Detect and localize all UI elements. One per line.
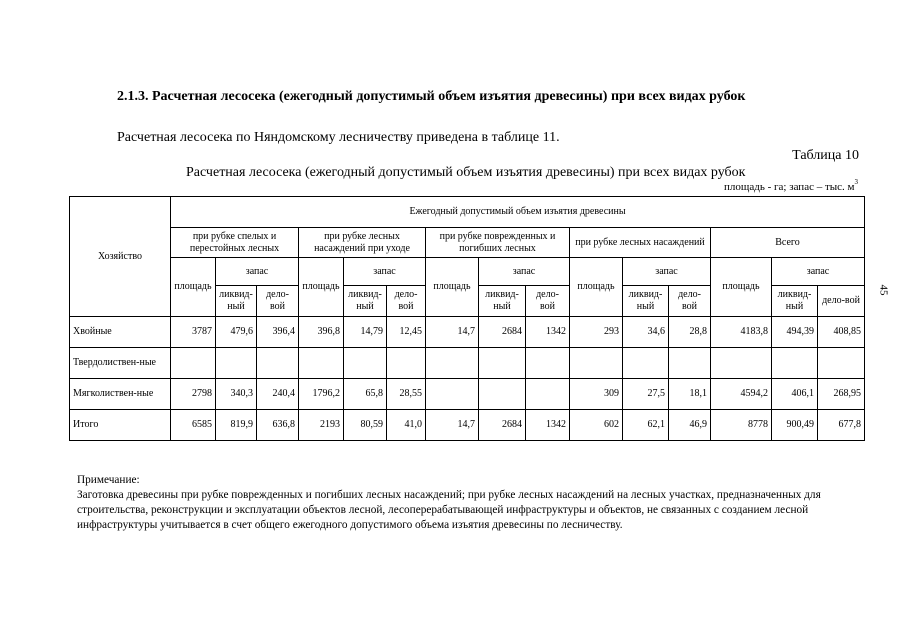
header-group-total: Всего <box>711 228 865 258</box>
header-stock: запас <box>344 258 426 286</box>
header-row-3 <box>70 258 865 286</box>
header-liquid: ликвид-ный <box>479 286 526 317</box>
note-title: Примечание: <box>77 474 140 486</box>
table-cell: 819,9 <box>216 410 257 441</box>
table-cell <box>479 379 526 410</box>
header-business: дело-вой <box>526 286 570 317</box>
table-cell <box>387 348 426 379</box>
header-liquid: ликвид-ный <box>344 286 387 317</box>
table-cell: 602 <box>570 410 623 441</box>
table-cell: 240,4 <box>257 379 299 410</box>
table-cell: 2798 <box>171 379 216 410</box>
table-cell: 46,9 <box>669 410 711 441</box>
table-cell <box>669 348 711 379</box>
header-stock: запас <box>772 258 865 286</box>
header-business: дело-вой <box>669 286 711 317</box>
table-cell: 62,1 <box>623 410 669 441</box>
page-number: 45 <box>877 284 890 296</box>
table-cell: 636,8 <box>257 410 299 441</box>
note-text: Заготовка древесины при рубке поврежденных и погибших лесных насаждений; при рубке лесных насаждений на лесных участках, предназначенных для строительства, реконструкции и эксплуатации объектов лесной, лесоперерабатывающей инфраструктуры и объектов, не связанных с созданием лесной инфраструктуры учитывается в счет общего ежегодного допустимого объема изъятия древесины по лесничеству. <box>77 489 821 531</box>
header-liquid: ликвид-ный <box>216 286 257 317</box>
header-area: площадь <box>299 258 344 317</box>
header-area: площадь <box>426 258 479 317</box>
table-cell <box>299 348 344 379</box>
row-label: Твердолиствен-ные <box>70 348 171 379</box>
units-text: площадь - га; запас – тыс. м <box>724 181 855 193</box>
table-cell: 2684 <box>479 317 526 348</box>
table-cell: 27,5 <box>623 379 669 410</box>
section-heading: 2.1.3. Расчетная лесосека (ежегодный допустимый объем изъятия древесины) при всех видах рубок <box>117 89 746 104</box>
table-cell: 4183,8 <box>711 317 772 348</box>
table-cell <box>570 348 623 379</box>
table-cell: 1796,2 <box>299 379 344 410</box>
table-cell: 2684 <box>479 410 526 441</box>
header-liquid: ликвид-ный <box>772 286 818 317</box>
header-row-1 <box>70 197 865 228</box>
table-cell <box>711 348 772 379</box>
intro-paragraph: Расчетная лесосека по Няндомскому лесничеству приведена в таблице 11. <box>117 130 560 145</box>
table-cell: 396,4 <box>257 317 299 348</box>
table-cell: 6585 <box>171 410 216 441</box>
table-cell: 309 <box>570 379 623 410</box>
table-cell: 14,7 <box>426 317 479 348</box>
table-cell <box>171 348 216 379</box>
table-cell <box>526 348 570 379</box>
table-cell <box>526 379 570 410</box>
table-cell: 900,49 <box>772 410 818 441</box>
table-cell: 494,39 <box>772 317 818 348</box>
row-label: Мягколиствен-ные <box>70 379 171 410</box>
table-cell: 3787 <box>171 317 216 348</box>
table-cell: 65,8 <box>344 379 387 410</box>
table-cell <box>479 348 526 379</box>
header-area: площадь <box>171 258 216 317</box>
table-row <box>70 379 865 410</box>
table-cell <box>216 348 257 379</box>
table-cell <box>257 348 299 379</box>
header-group-damaged: при рубке поврежденных и погибших лесных <box>426 228 570 258</box>
note <box>77 473 857 533</box>
header-stock: запас <box>216 258 299 286</box>
table-cell: 12,45 <box>387 317 426 348</box>
table-cell: 340,3 <box>216 379 257 410</box>
header-row-2 <box>70 228 865 258</box>
table-row <box>70 348 865 379</box>
table-cell: 34,6 <box>623 317 669 348</box>
table-row <box>70 317 865 348</box>
table-cell: 1342 <box>526 317 570 348</box>
header-group-stands: при рубке лесных насаждений <box>570 228 711 258</box>
table-cell <box>426 379 479 410</box>
table-row <box>70 410 865 441</box>
header-area: площадь <box>570 258 623 317</box>
table-cell: 41,0 <box>387 410 426 441</box>
table-cell: 80,59 <box>344 410 387 441</box>
table-cell: 4594,2 <box>711 379 772 410</box>
table-cell <box>623 348 669 379</box>
header-business: дело-вой <box>257 286 299 317</box>
table-cell: 396,8 <box>299 317 344 348</box>
units-superscript: 3 <box>854 178 858 186</box>
table-cell: 406,1 <box>772 379 818 410</box>
header-stock: запас <box>623 258 711 286</box>
row-label: Итого <box>70 410 171 441</box>
header-top: Ежегодный допустимый объем изъятия древесины <box>171 197 865 228</box>
table-cell: 28,8 <box>669 317 711 348</box>
table-cell: 14,79 <box>344 317 387 348</box>
table-cell <box>818 348 865 379</box>
header-group-mature: при рубке спелых и перестойных лесных <box>171 228 299 258</box>
table-cell: 268,95 <box>818 379 865 410</box>
table-title: Расчетная лесосека (ежегодный допустимый объем изъятия древесины) при всех видах рубок <box>186 165 746 180</box>
table-body <box>70 317 865 441</box>
table-cell: 28,55 <box>387 379 426 410</box>
header-area: площадь <box>711 258 772 317</box>
table-cell <box>426 348 479 379</box>
table-cell: 408,85 <box>818 317 865 348</box>
header-business: дело-вой <box>818 286 865 317</box>
header-group-care: при рубке лесных насаждений при уходе <box>299 228 426 258</box>
table-cell <box>344 348 387 379</box>
table-number: Таблица 10 <box>792 148 859 163</box>
table-cell: 1342 <box>526 410 570 441</box>
table-cell: 479,6 <box>216 317 257 348</box>
header-farm: Хозяйство <box>70 197 171 317</box>
table-cell: 293 <box>570 317 623 348</box>
table-cell: 8778 <box>711 410 772 441</box>
row-label: Хвойные <box>70 317 171 348</box>
units-caption <box>724 178 858 193</box>
table-cell: 2193 <box>299 410 344 441</box>
table-cell: 677,8 <box>818 410 865 441</box>
table-cell <box>772 348 818 379</box>
harvest-table <box>69 196 865 441</box>
table-cell: 18,1 <box>669 379 711 410</box>
header-stock: запас <box>479 258 570 286</box>
table-cell: 14,7 <box>426 410 479 441</box>
header-business: дело-вой <box>387 286 426 317</box>
header-liquid: ликвид-ный <box>623 286 669 317</box>
